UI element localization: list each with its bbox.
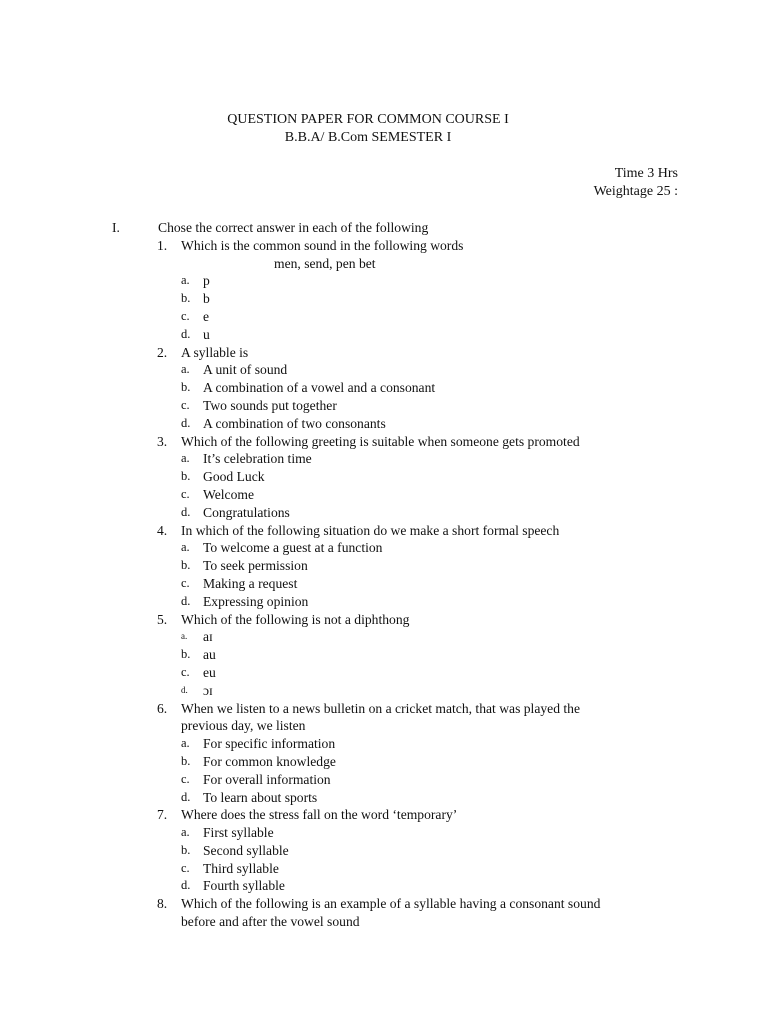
question-item [112, 433, 672, 451]
option-letter: a. [181, 631, 188, 642]
answer-option [112, 326, 672, 344]
question-text: Where does the stress fall on the word ‘temporary’ [181, 807, 458, 823]
answer-option [112, 593, 672, 611]
option-letter: a. [181, 362, 190, 377]
answer-option [112, 753, 672, 771]
option-letter: b. [181, 558, 191, 573]
option-text: First syllable [203, 825, 274, 841]
option-letter: c. [181, 575, 190, 590]
question-item [112, 700, 672, 736]
answer-option [112, 468, 672, 486]
option-text: A combination of a vowel and a consonant [203, 380, 436, 396]
question-text-continued: previous day, we listen [181, 718, 306, 734]
option-text: Good Luck [203, 469, 265, 485]
option-letter: c. [181, 860, 190, 875]
answer-option [112, 735, 672, 753]
answer-option [112, 682, 672, 700]
question-text: Which of the following greeting is suitable when someone gets promoted [181, 433, 580, 449]
question-number: 5. [157, 611, 168, 627]
answer-option [112, 415, 672, 433]
option-text: Second syllable [203, 842, 289, 858]
option-text: Fourth syllable [203, 878, 285, 894]
document-header [0, 111, 768, 147]
answer-option [112, 539, 672, 557]
question-number: 8. [157, 896, 168, 912]
question-number: 3. [157, 433, 168, 449]
question-item [112, 522, 672, 540]
option-text: Welcome [203, 486, 254, 502]
answer-option [112, 860, 672, 878]
option-text: A combination of two consonants [203, 415, 386, 431]
answer-option [112, 290, 672, 308]
option-letter: d. [181, 593, 191, 608]
option-letter: b. [181, 380, 191, 395]
question-item [112, 806, 672, 824]
option-letter: d. [181, 684, 188, 695]
option-letter: b. [181, 842, 191, 857]
option-letter: c. [181, 771, 190, 786]
question-word-list: men, send, pen bet [274, 255, 376, 271]
section-heading [112, 219, 672, 237]
option-letter: c. [181, 486, 190, 501]
option-text: p [203, 273, 210, 289]
option-text: For overall information [203, 771, 331, 787]
option-text: It’s celebration time [203, 451, 312, 467]
option-text: aɪ [203, 629, 213, 645]
option-letter: a. [181, 540, 190, 555]
question-item [112, 344, 672, 362]
option-text: For specific information [203, 736, 336, 752]
answer-option [112, 824, 672, 842]
question-number: 2. [157, 344, 168, 360]
option-letter: a. [181, 825, 190, 840]
option-text: au [203, 647, 216, 663]
question-number: 7. [157, 807, 168, 823]
question-text: When we listen to a news bulletin on a cricket match, that was played the [181, 700, 580, 716]
option-letter: d. [181, 878, 191, 893]
section-one [112, 219, 672, 931]
question-number: 1. [157, 237, 168, 253]
option-text: To seek permission [203, 558, 308, 574]
answer-option [112, 397, 672, 415]
question-list [112, 237, 672, 931]
answer-option [112, 646, 672, 664]
question-number: 4. [157, 522, 168, 538]
answer-option [112, 486, 672, 504]
option-letter: b. [181, 753, 191, 768]
answer-option [112, 379, 672, 397]
option-letter: d. [181, 415, 191, 430]
question-item [112, 237, 672, 255]
option-text: To learn about sports [203, 789, 318, 805]
question-text: Which is the common sound in the following words [181, 237, 464, 253]
answer-option [112, 504, 672, 522]
answer-option [112, 877, 672, 895]
option-letter: b. [181, 469, 191, 484]
option-text: b [203, 291, 210, 307]
answer-option [112, 361, 672, 379]
exam-time: Time 3 Hrs [614, 166, 678, 181]
question-text-continued: before and after the vowel sound [181, 914, 360, 930]
option-text: For common knowledge [203, 753, 336, 769]
option-text: Congratulations [203, 504, 290, 520]
answer-option [112, 789, 672, 807]
answer-option [112, 450, 672, 468]
option-letter: c. [181, 308, 190, 323]
option-text: Two sounds put together [203, 397, 337, 413]
option-letter: b. [181, 647, 191, 662]
exam-meta [594, 165, 678, 201]
answer-option [112, 771, 672, 789]
answer-option [112, 557, 672, 575]
header-title: QUESTION PAPER FOR COMMON COURSE I [227, 112, 509, 127]
option-text: Third syllable [203, 860, 279, 876]
option-text: u [203, 326, 210, 342]
question-text: A syllable is [181, 344, 249, 360]
question-text: Which of the following is an example of a syllable having a consonant sound [181, 896, 601, 912]
option-text: To welcome a guest at a function [203, 540, 383, 556]
question-number: 6. [157, 700, 168, 716]
question-text: Which of the following is not a diphthong [181, 611, 410, 627]
answer-option [112, 628, 672, 646]
option-letter: b. [181, 291, 191, 306]
option-letter: d. [181, 504, 191, 519]
option-text: ɔɪ [203, 682, 213, 698]
answer-option [112, 842, 672, 860]
option-text: eu [203, 664, 216, 680]
question-text: In which of the following situation do we make a short formal speech [181, 522, 560, 538]
header-subtitle: B.B.A/ B.Com SEMESTER I [284, 130, 452, 145]
exam-weightage: Weightage 25 : [593, 184, 678, 199]
option-letter: d. [181, 789, 191, 804]
answer-option [112, 664, 672, 682]
answer-option [112, 575, 672, 593]
section-number: I. [112, 220, 120, 235]
option-letter: c. [181, 664, 190, 679]
option-text: A unit of sound [203, 362, 288, 378]
option-letter: a. [181, 736, 190, 751]
option-text: e [203, 308, 210, 324]
option-text: Expressing opinion [203, 593, 309, 609]
question-item [112, 895, 672, 931]
option-letter: a. [181, 273, 190, 288]
option-letter: c. [181, 397, 190, 412]
answer-option [112, 308, 672, 326]
section-instruction: Chose the correct answer in each of the following [158, 220, 429, 235]
option-letter: d. [181, 326, 191, 341]
answer-option [112, 272, 672, 290]
question-item [112, 611, 672, 629]
option-letter: a. [181, 451, 190, 466]
option-text: Making a request [203, 575, 298, 591]
